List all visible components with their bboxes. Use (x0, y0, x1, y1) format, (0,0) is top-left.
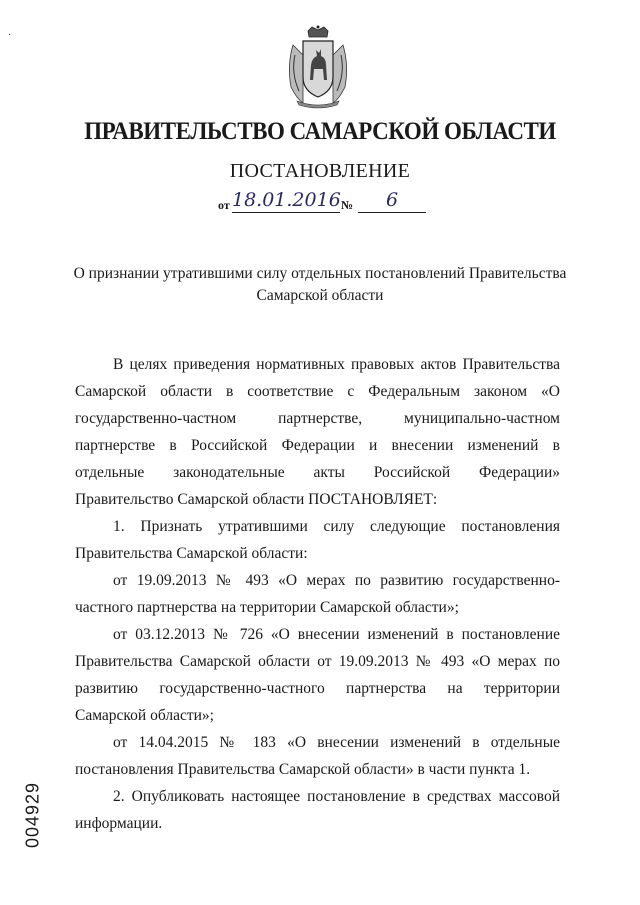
date-number-line (218, 188, 433, 214)
item-2-paragraph: 2. Опубликовать настоящее постановление в средствах массовой информации. (75, 788, 560, 832)
repealed-act-1: от 19.09.2013 № 493 «О мерах по развитию государственно-частного партнерства на территории Самарской области»; (75, 572, 560, 616)
decree-date: 18.01.2016 (232, 189, 341, 211)
preamble-paragraph: В целях приведения нормативных правовых актов Правительства Самарской области в соответствие с Федеральным законом «О государственно-частном партнерстве, муниципально-частном партнерстве в Российской Федерации и внесении изменений в отдельные законодательные акты Российской Федерации» Правительство Самарской области ПОСТАНОВЛЯЕТ: (75, 356, 560, 508)
decree-subject: О признании утратившими силу отдельных постановлений Правительства Самарской области (73, 265, 567, 304)
serial-number-text: 004929 (22, 781, 43, 849)
serial-number (24, 775, 42, 855)
coat-of-arms-icon (283, 25, 353, 109)
government-title: ПРАВИТЕЛЬСТВО САМАРСКОЙ ОБЛАСТИ (84, 118, 556, 145)
decree-number: 6 (358, 188, 426, 213)
date-prefix: от (218, 198, 230, 212)
repealed-act-2: от 03.12.2013 № 726 «О внесении изменений в постановление Правительства Самарской области от 19.09.2013 № 493 «О мерах по развитию государственно-частного партнерства на территории Самарской области»; (75, 626, 560, 724)
document-type: ПОСТАНОВЛЕНИЕ (229, 160, 411, 182)
scan-mark: · (8, 30, 12, 41)
number-label: № (341, 198, 354, 212)
decree-body (75, 351, 560, 837)
item-1-paragraph: 1. Признать утратившими силу следующие постановления Правительства Самарской области: (75, 518, 560, 562)
repealed-act-3: от 14.04.2015 № 183 «О внесении изменений в отдельные постановления Правительства Самарской области» в части пункта 1. (75, 734, 560, 778)
